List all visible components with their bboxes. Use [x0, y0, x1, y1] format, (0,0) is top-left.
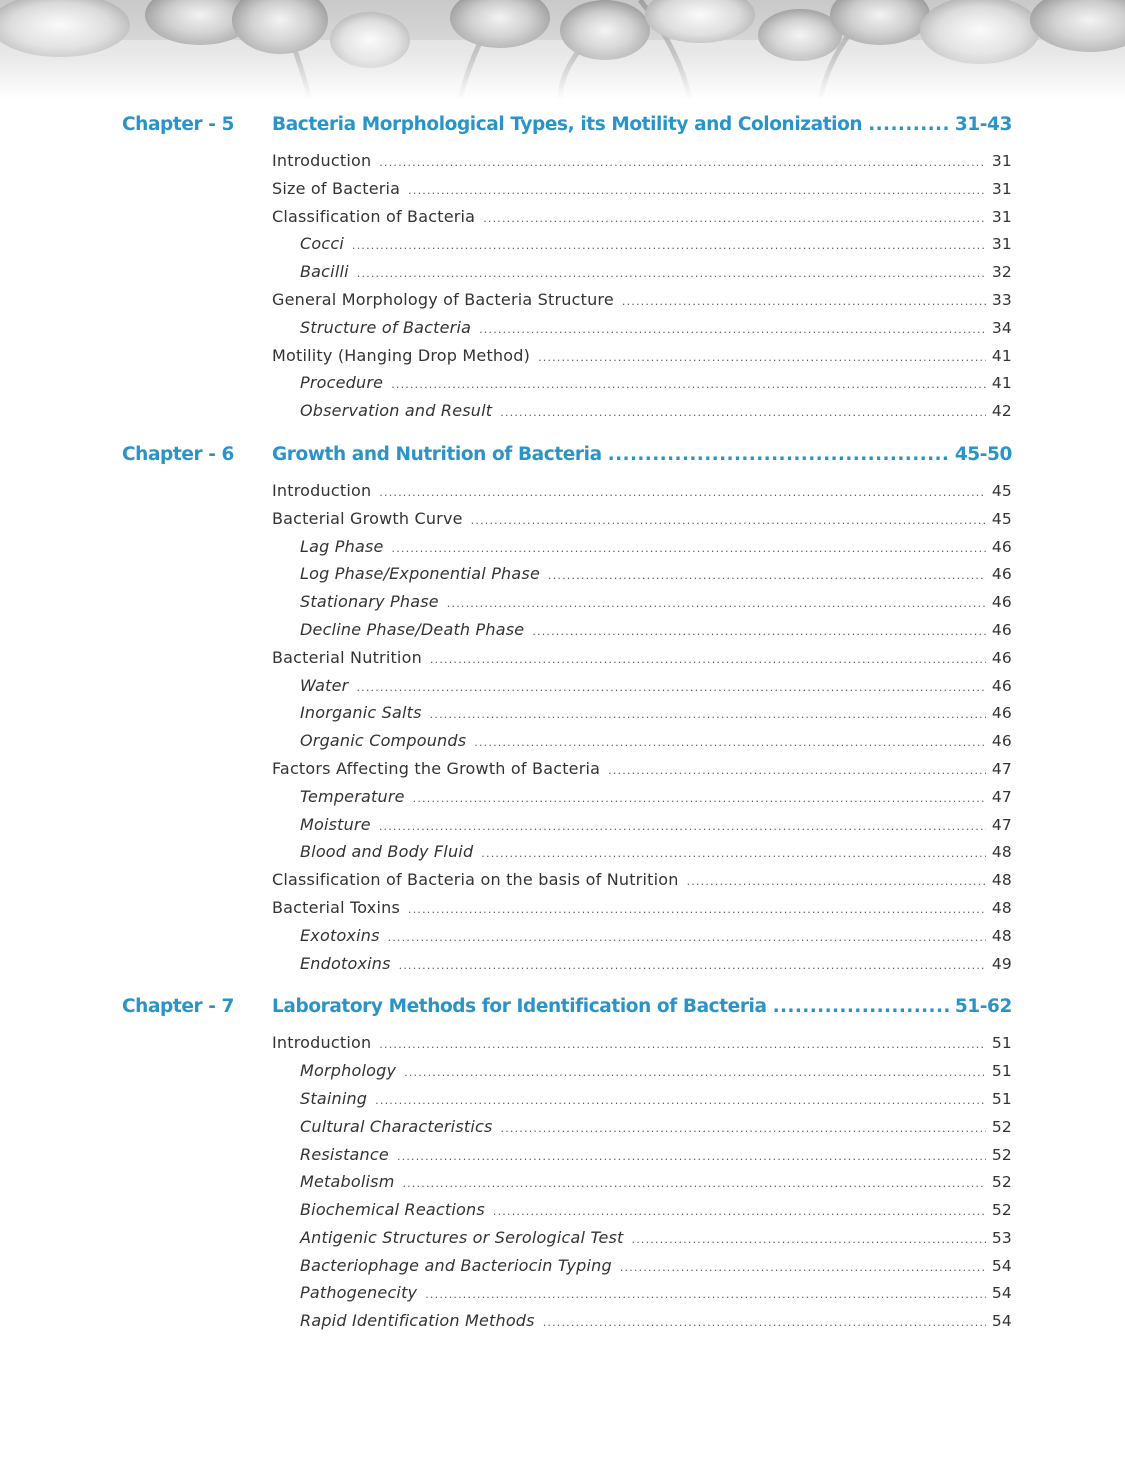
entry-page: 51 — [991, 1062, 1012, 1081]
dot-leader — [622, 288, 986, 316]
entry-title: Bacterial Growth Curve — [272, 508, 463, 528]
toc-subentry — [300, 672, 1012, 700]
dot-leader — [493, 1198, 986, 1226]
dot-leader — [500, 399, 986, 427]
dot-leader — [379, 1031, 986, 1059]
chapter-title-row — [272, 439, 1012, 471]
entry-title: Water — [300, 675, 349, 695]
entry-title: Factors Affecting the Growth of Bacteria — [272, 758, 601, 778]
dot-leader — [357, 260, 986, 288]
entry-page: 41 — [991, 346, 1012, 365]
entry-page: 46 — [991, 676, 1012, 695]
dot-leader — [379, 813, 986, 841]
entry-title: Classification of Bacteria on the basis of Nutrition — [272, 870, 679, 890]
toc-subentry — [300, 1252, 1012, 1280]
dot-leader — [620, 1254, 986, 1282]
dot-leader — [479, 316, 986, 344]
entry-page: 31 — [991, 152, 1012, 170]
entry-title: Decline Phase/Death Phase — [300, 619, 525, 639]
entry-page: 42 — [991, 402, 1012, 421]
entry-page: 54 — [991, 1256, 1012, 1275]
toc-subentry — [300, 1196, 1012, 1224]
entry-page: 46 — [991, 565, 1012, 584]
toc-entry — [272, 505, 1012, 533]
dot-leader — [471, 507, 986, 535]
entry-page: 52 — [991, 1117, 1012, 1136]
entry-page: 51 — [991, 1089, 1012, 1108]
dot-leader — [356, 674, 985, 702]
dot-leader — [397, 1143, 986, 1171]
entry-page: 31 — [991, 179, 1012, 198]
toc-entry — [272, 147, 1012, 175]
dot-leader — [352, 232, 986, 260]
toc-subentry — [300, 560, 1012, 588]
dot-leader — [868, 109, 951, 141]
toc-entry — [272, 1029, 1012, 1057]
entry-page: 33 — [991, 290, 1012, 309]
entry-page: 34 — [991, 318, 1012, 337]
entry-title: Bacteriophage and Bacteriocin Typing — [300, 1255, 612, 1275]
entry-page: 31 — [991, 207, 1012, 226]
entry-page: 52 — [991, 1173, 1012, 1192]
chapter-page-range: 51-62 — [954, 996, 1012, 1018]
entry-title: Lag Phase — [300, 536, 384, 556]
entry-title: Temperature — [300, 786, 405, 806]
dot-leader — [447, 590, 986, 618]
chapter-7-section — [0, 991, 1125, 1335]
dot-leader — [501, 1115, 986, 1143]
chapter-entries — [0, 1023, 1125, 1335]
entry-title: Introduction — [272, 151, 372, 170]
toc-subentry — [300, 811, 1012, 839]
toc-subentry — [300, 727, 1012, 755]
entry-title: Moisture — [300, 814, 371, 834]
entry-page: 48 — [991, 926, 1012, 945]
dot-leader — [391, 371, 986, 399]
entry-page: 52 — [991, 1145, 1012, 1164]
dot-leader — [392, 535, 986, 563]
entry-page: 41 — [991, 374, 1012, 393]
toc-subentry — [300, 783, 1012, 811]
toc-entry — [272, 342, 1012, 370]
chapter-6-section — [0, 439, 1125, 977]
table-of-contents — [0, 109, 1125, 1335]
entry-title: Antigenic Structures or Serological Test — [300, 1227, 624, 1247]
entry-title: Pathogenecity — [300, 1283, 418, 1303]
dot-leader — [483, 205, 986, 233]
toc-subentry — [300, 258, 1012, 286]
entry-page: 48 — [991, 871, 1012, 890]
entry-page: 52 — [991, 1201, 1012, 1220]
toc-entry — [272, 755, 1012, 783]
entry-title: Structure of Bacteria — [300, 317, 472, 337]
dot-leader — [408, 177, 986, 205]
toc-entry — [272, 477, 1012, 505]
entry-title: Morphology — [300, 1061, 397, 1081]
toc-subentry — [300, 230, 1012, 258]
entry-title: Staining — [300, 1088, 368, 1108]
entry-page: 46 — [991, 537, 1012, 556]
entry-title: Metabolism — [300, 1172, 395, 1192]
dot-leader — [430, 701, 986, 729]
entry-page: 47 — [991, 787, 1012, 806]
chapter-title: Bacteria Morphological Types, its Motility and Colonization — [272, 114, 863, 135]
entry-page: 46 — [991, 593, 1012, 612]
dot-leader — [404, 1059, 986, 1087]
chapter-title-row — [272, 109, 1012, 141]
dot-leader — [532, 618, 986, 646]
toc-entry — [272, 286, 1012, 314]
dot-leader — [481, 840, 986, 868]
dot-leader — [413, 785, 986, 813]
entry-page: 46 — [991, 648, 1012, 667]
entry-title: General Morphology of Bacteria Structure — [272, 289, 614, 309]
chapter-label: Chapter - 6 — [122, 443, 235, 465]
entry-title: Bacilli — [300, 262, 349, 282]
toc-subentry — [300, 314, 1012, 342]
dot-leader — [379, 149, 986, 177]
dot-leader — [375, 1087, 986, 1115]
entry-title: Bacterial Toxins — [272, 897, 400, 917]
chapter-5-section — [0, 109, 1125, 425]
entry-title: Size of Bacteria — [272, 178, 401, 198]
toc-subentry — [300, 1307, 1012, 1335]
entry-title: Rapid Identification Methods — [300, 1311, 535, 1331]
section-spacer — [0, 977, 1125, 991]
entry-page: 48 — [991, 898, 1012, 917]
entry-page: 46 — [991, 620, 1012, 639]
toc-subentry — [300, 1113, 1012, 1141]
entry-page: 48 — [991, 843, 1012, 862]
toc-entry — [272, 203, 1012, 231]
entry-title: Observation and Result — [300, 401, 493, 421]
toc-subentry — [300, 588, 1012, 616]
dot-leader — [474, 729, 986, 757]
entry-page: 46 — [991, 732, 1012, 751]
entry-title: Organic Compounds — [300, 731, 467, 751]
section-spacer — [0, 425, 1125, 439]
chapter-entries — [0, 471, 1125, 977]
dot-leader — [430, 646, 986, 674]
chapter-page-range: 31-43 — [954, 114, 1012, 135]
toc-subentry — [300, 616, 1012, 644]
toc-subentry — [300, 922, 1012, 950]
chapter-page-range: 45-50 — [954, 443, 1012, 465]
entry-title: Blood and Body Fluid — [300, 842, 474, 862]
entry-title: Cultural Characteristics — [300, 1116, 493, 1136]
toc-subentry — [300, 838, 1012, 866]
dot-leader — [388, 924, 986, 952]
dot-leader — [632, 1226, 986, 1254]
entry-page: 45 — [991, 481, 1012, 500]
entry-page: 46 — [991, 704, 1012, 723]
toc-subentry — [300, 1085, 1012, 1113]
entry-title: Introduction — [272, 1033, 372, 1053]
dot-leader — [425, 1281, 986, 1309]
dot-leader — [687, 868, 986, 896]
entry-title: Motility (Hanging Drop Method) — [272, 345, 531, 365]
entry-page: 45 — [991, 509, 1012, 528]
header-banner — [0, 0, 1125, 100]
toc-subentry — [300, 397, 1012, 425]
toc-entry — [272, 894, 1012, 922]
toc-subentry — [300, 1279, 1012, 1307]
chapter-entries — [0, 141, 1125, 425]
chapter-title-row — [272, 991, 1012, 1023]
entry-title: Resistance — [300, 1144, 389, 1164]
chapter-title: Laboratory Methods for Identification of Bacteria — [272, 996, 767, 1018]
entry-title: Bacterial Nutrition — [272, 647, 422, 667]
chapter-label: Chapter - 7 — [122, 996, 235, 1018]
entry-title: Log Phase/Exponential Phase — [300, 564, 540, 584]
dot-leader — [608, 757, 986, 785]
dot-leader — [548, 562, 986, 590]
dot-leader — [538, 344, 986, 372]
toc-entry — [272, 866, 1012, 894]
toc-subentry — [300, 1224, 1012, 1252]
toc-subentry — [300, 1141, 1012, 1169]
toc-subentry — [300, 950, 1012, 978]
toc-subentry — [300, 1168, 1012, 1196]
entry-title: Inorganic Salts — [300, 703, 422, 723]
entry-title: Classification of Bacteria — [272, 206, 476, 226]
entry-title: Exotoxins — [300, 925, 380, 945]
entry-title: Endotoxins — [300, 953, 391, 973]
entry-page: 51 — [991, 1034, 1012, 1053]
entry-title: Cocci — [300, 234, 344, 254]
toc-subentry — [300, 533, 1012, 561]
toc-subentry — [300, 1057, 1012, 1085]
chapter-heading — [0, 991, 1125, 1023]
entry-page: 32 — [991, 263, 1012, 282]
toc-subentry — [300, 699, 1012, 727]
dot-leader — [402, 1170, 985, 1198]
dot-leader — [379, 479, 986, 507]
chapter-heading — [0, 109, 1125, 141]
entry-title: Introduction — [272, 480, 372, 500]
entry-page: 54 — [991, 1284, 1012, 1303]
entry-page: 47 — [991, 759, 1012, 778]
entry-page: 47 — [991, 815, 1012, 834]
toc-subentry — [300, 369, 1012, 397]
chapter-title: Growth and Nutrition of Bacteria — [272, 443, 602, 465]
entry-page: 53 — [991, 1228, 1012, 1247]
entry-page: 31 — [991, 235, 1012, 254]
toc-entry — [272, 175, 1012, 203]
dot-leader — [408, 896, 986, 924]
entry-page: 49 — [991, 954, 1012, 973]
entry-title: Procedure — [300, 373, 384, 393]
bacteria-banner-image — [0, 0, 1125, 100]
dot-leader — [773, 991, 951, 1023]
dot-leader — [399, 952, 986, 980]
chapter-heading — [0, 439, 1125, 471]
entry-title: Stationary Phase — [300, 592, 439, 612]
dot-leader — [608, 439, 951, 471]
toc-entry — [272, 644, 1012, 672]
entry-title: Biochemical Reactions — [300, 1200, 485, 1220]
chapter-label: Chapter - 5 — [122, 114, 235, 135]
dot-leader — [543, 1309, 986, 1337]
entry-page: 54 — [991, 1312, 1012, 1331]
